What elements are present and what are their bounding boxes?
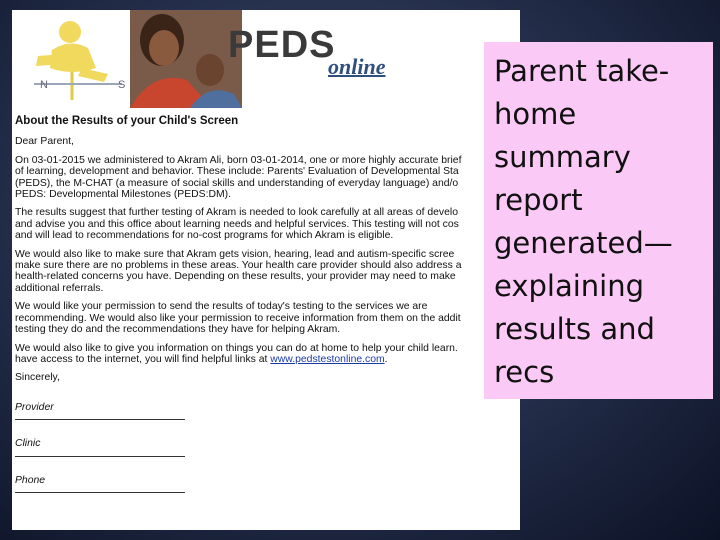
peds-banner <box>12 10 520 108</box>
signature-line <box>15 450 185 457</box>
report-document <box>12 10 520 530</box>
compass-s: S <box>118 79 126 91</box>
callout-text: Parent take- home summary report generated— explaining results and recs <box>494 54 673 389</box>
signature-line <box>15 486 185 493</box>
signature-line <box>15 413 185 420</box>
letter-greeting: Dear Parent, <box>15 136 74 148</box>
signature-clinic: Clinic <box>15 438 515 456</box>
signature-provider: Provider <box>15 402 515 420</box>
paragraph-results: The results suggest that further testing of Akram is needed to look carefully at all areas of develo and advise you and this office about learning needs and helpful services. This testing will not cos and will lead to recommendations for no-cost programs for which Akram is eligible. <box>15 207 459 242</box>
family-photo <box>130 10 242 108</box>
letter-heading: About the Results of your Child's Screen <box>15 115 239 127</box>
paragraph-permission: We would like your permission to send the results of today's testing to the services we are recommending. We would also like your permission to receive information from them on the addit testing they do and the recommendations they have for helping Akram. <box>15 301 461 336</box>
signature-phone: Phone <box>15 475 515 493</box>
online-wordmark: online <box>328 54 386 79</box>
peds-logo-illustration <box>12 10 242 108</box>
callout-box <box>484 42 713 399</box>
paragraph-home-info: We would also like to give you information on things you can do at home to help your child learn. have access to the internet, you will find helpful links at www.pedstestonline.com. <box>15 342 458 365</box>
pedstest-link[interactable]: www.pedstestonline.com <box>270 353 385 365</box>
letter-closing: Sincerely, <box>15 372 60 384</box>
paragraph-screening: We would also like to make sure that Akram gets vision, hearing, lead and autism-specific scree make sure there are no problems in these areas. Your health care provider should also address a health-related concerns you have. Depending on these results, your provider may need to make additional referrals. <box>15 248 462 294</box>
paragraph-administered: On 03-01-2015 we administered to Akram Ali, born 03-01-2014, one or more highly accurate brief of learning, development and behavior. These include: Parents' Evaluation of Developmental Sta (PEDS), the M-CHAT (a measure of social skills and understanding of everyday language) and/o PEDS: Developmental Milestones (PEDS:DM). <box>15 154 462 201</box>
letter-body <box>15 116 515 493</box>
peds-wordmark: PEDS <box>228 24 336 66</box>
compass-n: N <box>40 79 48 91</box>
